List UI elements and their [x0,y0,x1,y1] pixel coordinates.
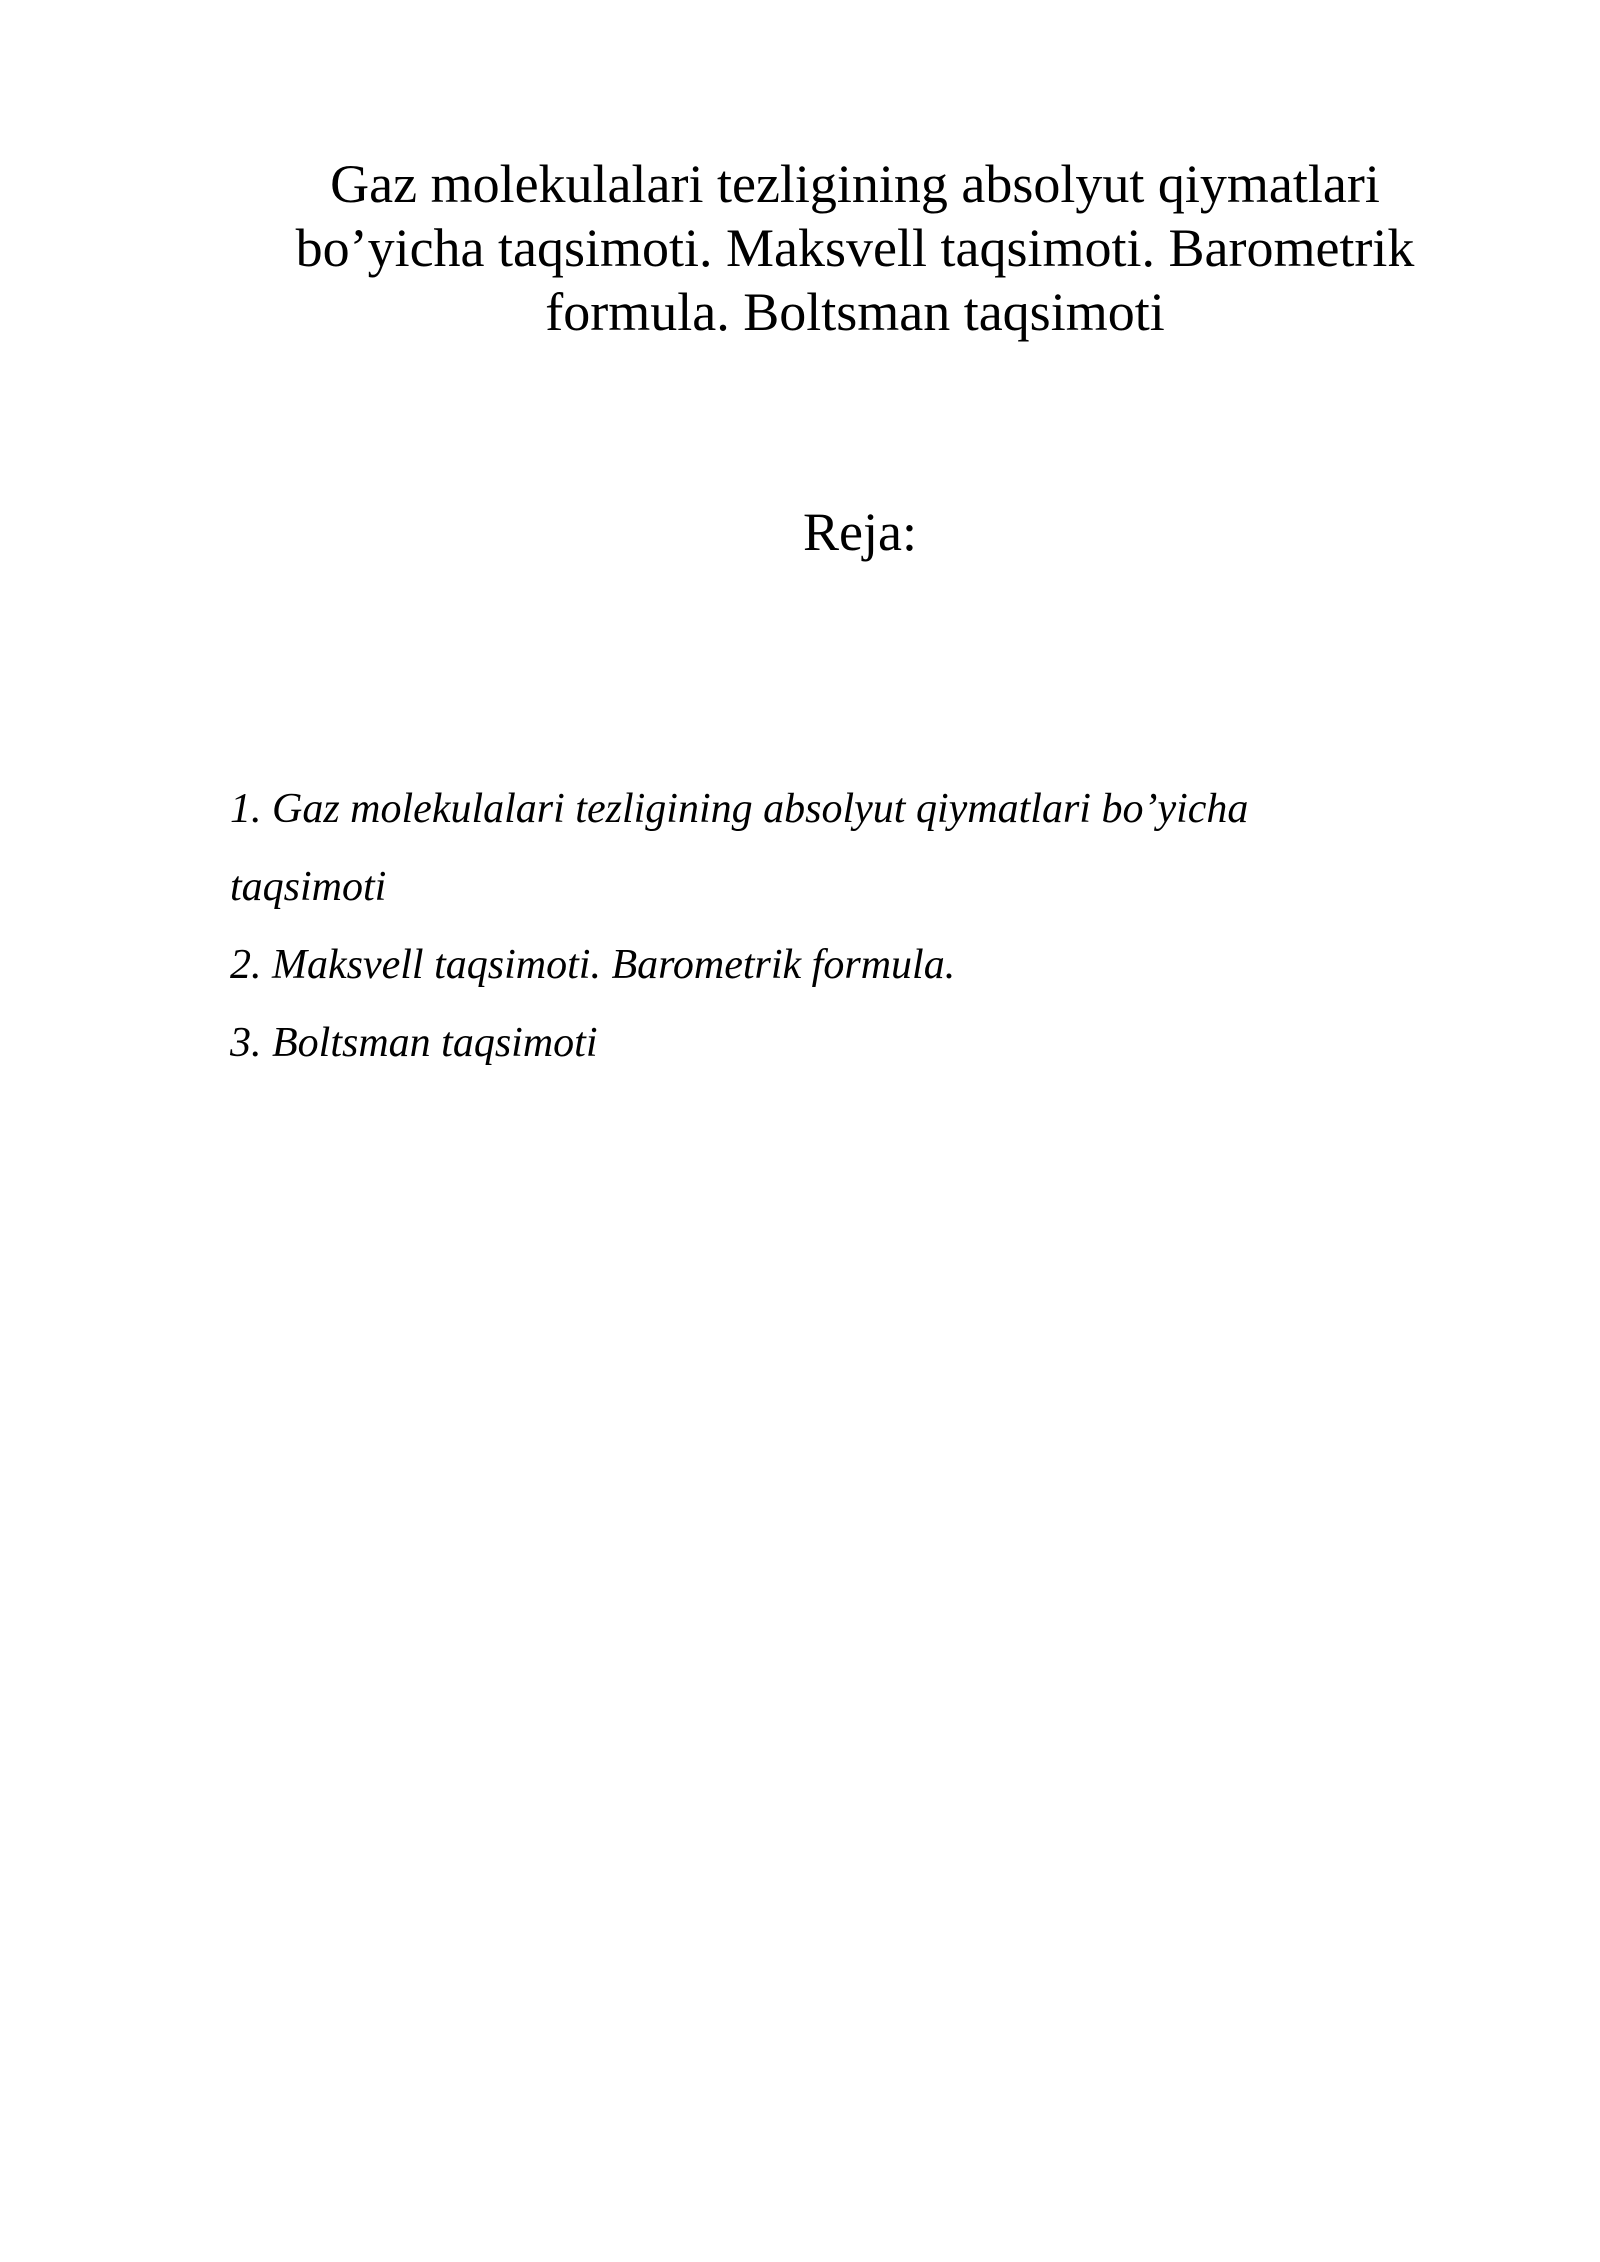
document-title [200,152,1510,344]
plan-item-3: 3. Boltsman taqsimoti [230,1020,598,1066]
plan-heading: Reja: [803,502,917,562]
plan-item-1-line-1: 1. Gaz molekulalari tezligining absolyut qiymatlari bo’yicha [230,786,1249,832]
title-line-2: bo’yicha taqsimoti. Maksvell taqsimoti. Barometrik [295,218,1415,278]
plan-item-2: 2. Maksvell taqsimoti. Barometrik formula. [230,942,956,988]
plan-item-1 [230,770,1480,926]
plan-list [230,770,1480,1082]
title-line-3: formula. Boltsman taqsimoti [545,282,1165,342]
title-line-1: Gaz molekulalari tezligining absolyut qiymatlari [330,154,1380,214]
plan-item-1-line-2: taqsimoti [230,864,387,910]
